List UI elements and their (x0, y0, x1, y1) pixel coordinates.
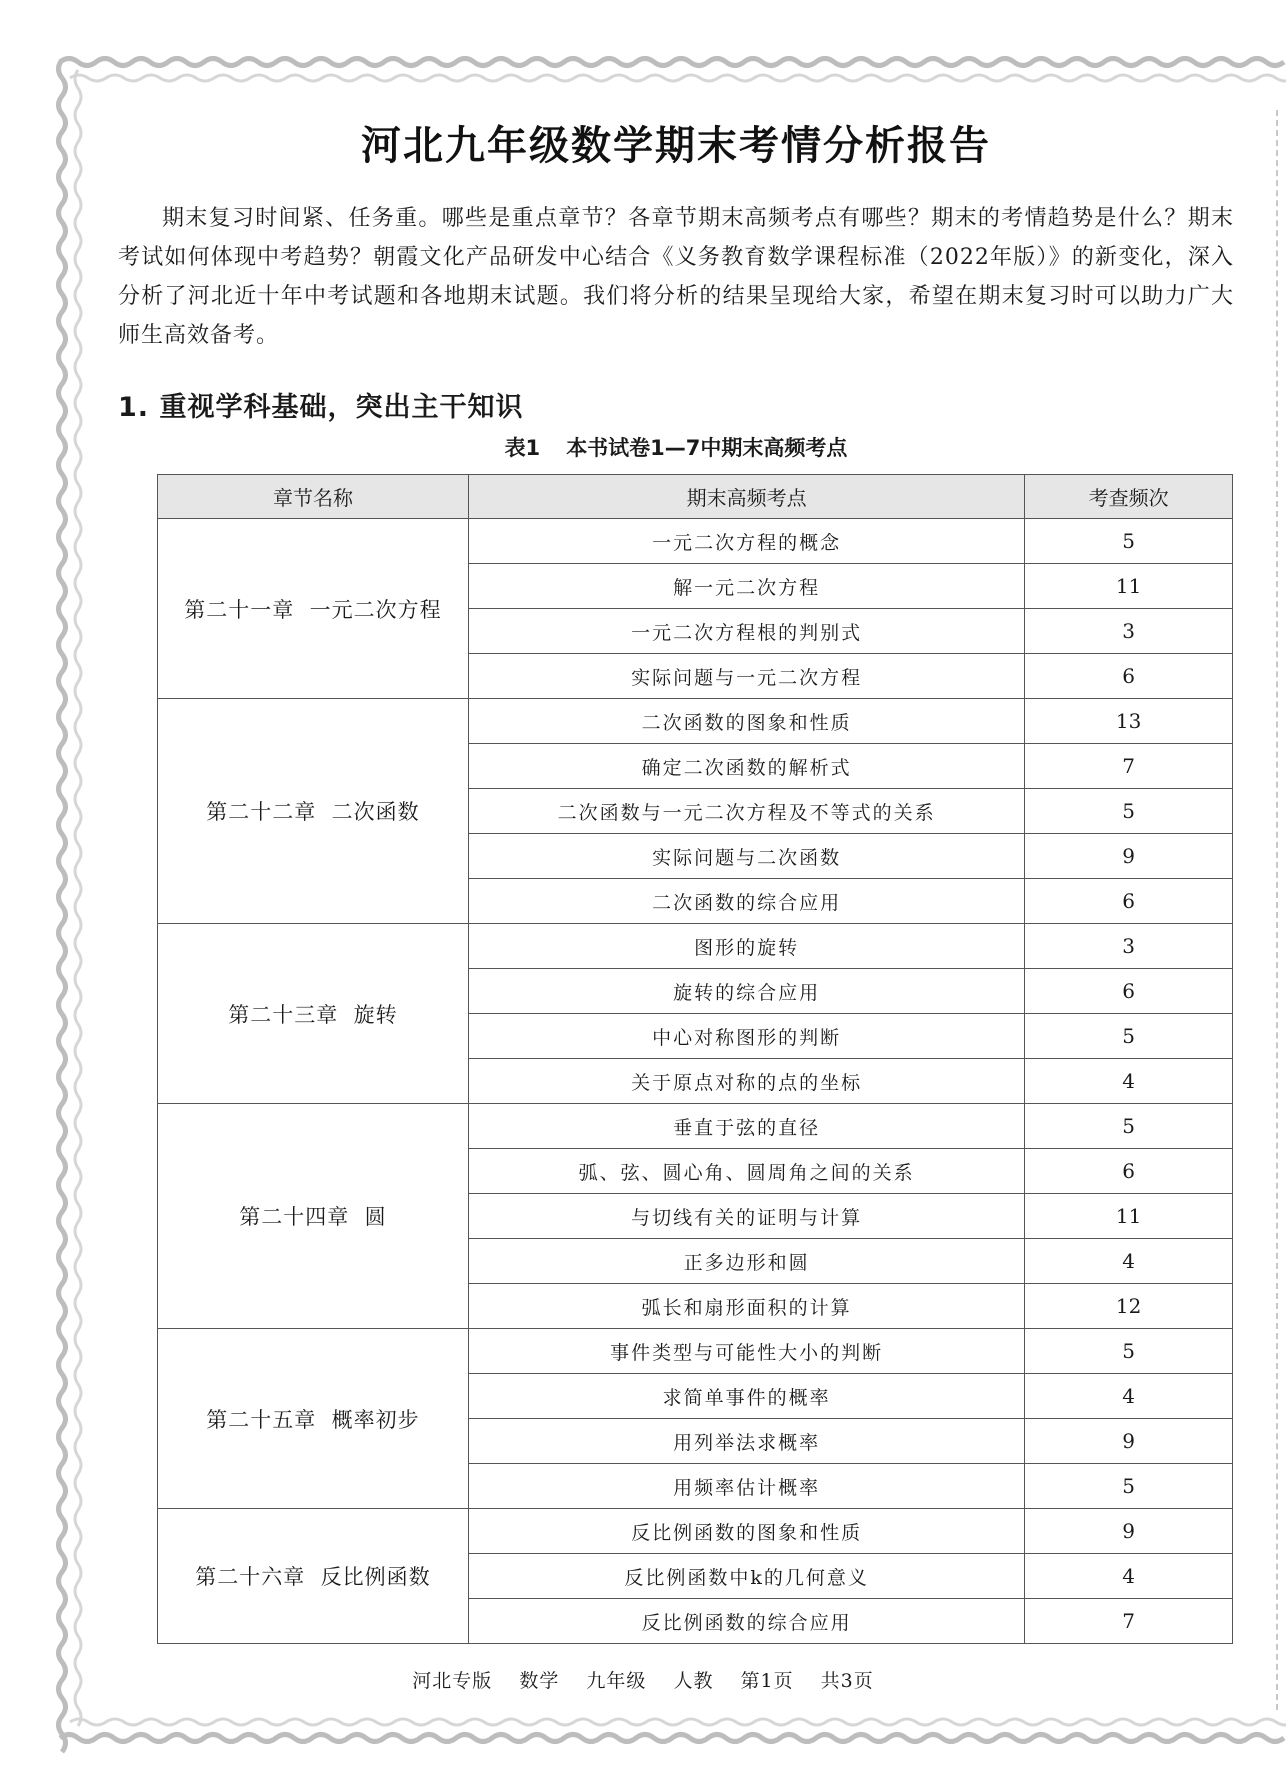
footer-total: 共3页 (820, 1670, 874, 1692)
count-cell: 5 (1025, 1014, 1233, 1059)
page-content (118, 96, 1234, 1644)
count-cell: 12 (1025, 1284, 1233, 1329)
topic-cell: 用列举法求概率 (468, 1419, 1024, 1464)
topic-cell: 弧、弦、圆心角、圆周角之间的关系 (468, 1149, 1024, 1194)
topic-cell: 反比例函数中k的几何意义 (468, 1554, 1024, 1599)
topic-cell: 一元二次方程根的判别式 (468, 609, 1024, 654)
table-row (158, 1329, 1233, 1374)
count-cell: 9 (1025, 1509, 1233, 1554)
topic-cell: 实际问题与一元二次方程 (468, 654, 1024, 699)
topic-cell: 关于原点对称的点的坐标 (468, 1059, 1024, 1104)
count-cell: 6 (1025, 879, 1233, 924)
right-edge-dashes (1276, 110, 1278, 1710)
table-row (158, 699, 1233, 744)
count-cell: 7 (1025, 744, 1233, 789)
chapter-name-cell: 第二十六章 反比例函数 (158, 1509, 469, 1644)
count-cell: 5 (1025, 1329, 1233, 1374)
footer-edition: 河北专版 (412, 1670, 493, 1692)
count-cell: 9 (1025, 834, 1233, 879)
topic-cell: 一元二次方程的概念 (468, 519, 1024, 564)
count-cell: 4 (1025, 1554, 1233, 1599)
count-cell: 7 (1025, 1599, 1233, 1644)
chapter-name-cell: 第二十二章 二次函数 (158, 699, 469, 924)
count-cell: 6 (1025, 654, 1233, 699)
topic-cell: 解一元二次方程 (468, 564, 1024, 609)
table-header-row (158, 475, 1233, 519)
count-cell: 6 (1025, 1149, 1233, 1194)
topic-cell: 二次函数与一元二次方程及不等式的关系 (468, 789, 1024, 834)
footer-page: 第1页 (740, 1670, 794, 1692)
topic-cell: 用频率估计概率 (468, 1464, 1024, 1509)
header-topic: 期末高频考点 (468, 475, 1024, 519)
chapter-name-cell: 第二十五章 概率初步 (158, 1329, 469, 1509)
topic-cell: 反比例函数的图象和性质 (468, 1509, 1024, 1554)
count-cell: 4 (1025, 1239, 1233, 1284)
count-cell: 5 (1025, 1464, 1233, 1509)
topic-cell: 二次函数的图象和性质 (468, 699, 1024, 744)
header-chapter: 章节名称 (158, 475, 469, 519)
document-title: 河北九年级数学期末考情分析报告 (361, 123, 991, 169)
topic-cell: 确定二次函数的解析式 (468, 744, 1024, 789)
count-cell: 4 (1025, 1059, 1233, 1104)
count-cell: 6 (1025, 969, 1233, 1014)
header-count: 考查频次 (1025, 475, 1233, 519)
table-caption-text: 本书试卷1—7中期末高频考点 (566, 436, 848, 460)
table-row (158, 519, 1233, 564)
count-cell: 5 (1025, 519, 1233, 564)
topic-cell: 正多边形和圆 (468, 1239, 1024, 1284)
table-row (158, 1104, 1233, 1149)
footer-publisher: 人教 (673, 1670, 714, 1692)
topic-cell: 与切线有关的证明与计算 (468, 1194, 1024, 1239)
topic-cell: 中心对称图形的判断 (468, 1014, 1024, 1059)
table-caption (118, 432, 1234, 462)
chapter-name-cell: 第二十一章 一元二次方程 (158, 519, 469, 699)
count-cell: 13 (1025, 699, 1233, 744)
topic-cell: 图形的旋转 (468, 924, 1024, 969)
section-heading: 1. 重视学科基础，突出主干知识 (118, 392, 524, 423)
intro-paragraph: 期末复习时间紧、任务重。哪些是重点章节？各章节期末高频考点有哪些？期末的考情趋势是什么？期末考试如何体现中考趋势？朝霞文化产品研发中心结合《义务教育数学课程标准（2022年版）》的新变化，深入分析了河北近十年中考试题和各地期末试题。我们将分析的结果呈现给大家，希望在期末复习时可以助力广大师生高效备考。 (118, 206, 1234, 348)
count-cell: 11 (1025, 564, 1233, 609)
table-caption-number: 表1 (504, 436, 541, 460)
topic-cell: 事件类型与可能性大小的判断 (468, 1329, 1024, 1374)
chapter-name-cell: 第二十三章 旋转 (158, 924, 469, 1104)
topic-cell: 二次函数的综合应用 (468, 879, 1024, 924)
count-cell: 11 (1025, 1194, 1233, 1239)
footer-subject: 数学 (519, 1670, 560, 1692)
chapter-name-cell: 第二十四章 圆 (158, 1104, 469, 1329)
topic-cell: 弧长和扇形面积的计算 (468, 1284, 1024, 1329)
count-cell: 5 (1025, 789, 1233, 834)
topic-cell: 实际问题与二次函数 (468, 834, 1024, 879)
topic-cell: 反比例函数的综合应用 (468, 1599, 1024, 1644)
table-row (158, 1509, 1233, 1554)
count-cell: 3 (1025, 924, 1233, 969)
exam-topics-table (157, 474, 1233, 1644)
count-cell: 5 (1025, 1104, 1233, 1149)
count-cell: 3 (1025, 609, 1233, 654)
table-row (158, 924, 1233, 969)
topic-cell: 求简单事件的概率 (468, 1374, 1024, 1419)
count-cell: 9 (1025, 1419, 1233, 1464)
topic-cell: 垂直于弦的直径 (468, 1104, 1024, 1149)
footer-grade: 九年级 (586, 1670, 647, 1692)
topic-cell: 旋转的综合应用 (468, 969, 1024, 1014)
count-cell: 4 (1025, 1374, 1233, 1419)
page-footer (0, 1666, 1286, 1693)
